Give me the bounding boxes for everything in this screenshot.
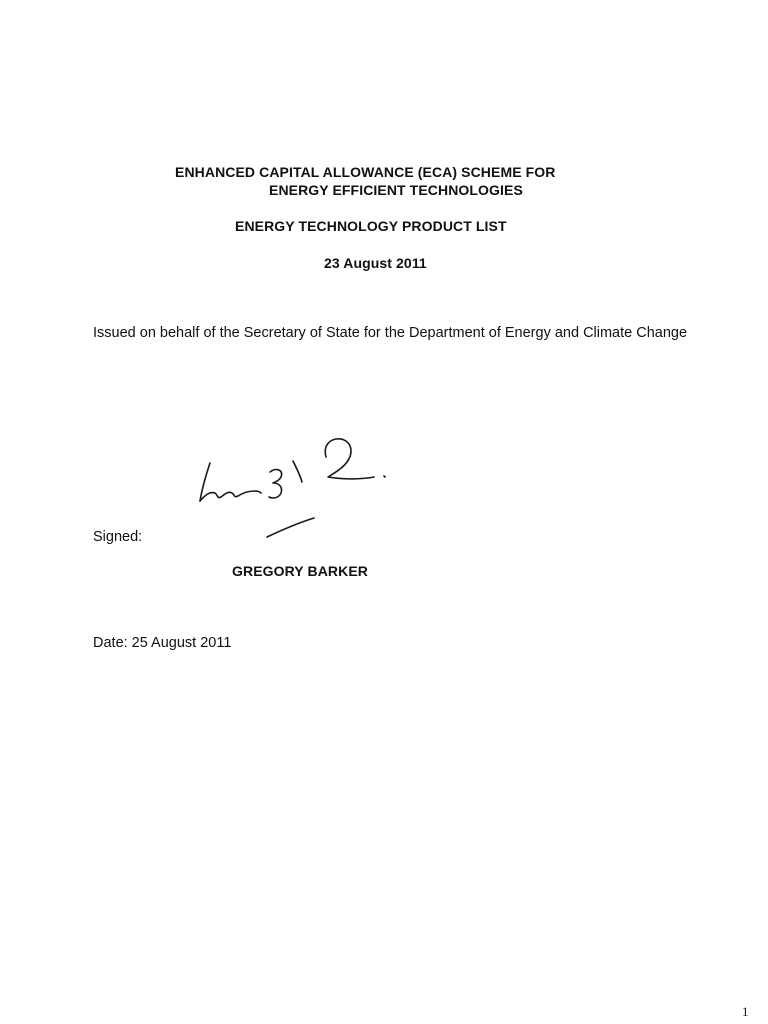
date-line: Date: 25 August 2011 xyxy=(93,635,232,651)
signed-label: Signed: xyxy=(93,529,143,545)
page-number: 1 xyxy=(742,1004,749,1019)
title-line-1: ENHANCED CAPITAL ALLOWANCE (ECA) SCHEME FOR xyxy=(175,164,556,180)
issued-statement: Issued on behalf of the Secretary of State for the Department of Energy and Climate Change xyxy=(93,325,688,341)
signer-name: GREGORY BARKER xyxy=(232,563,368,579)
product-list-date: 23 August 2011 xyxy=(324,255,427,271)
handwritten-signature xyxy=(188,425,398,545)
title-line-2: ENERGY EFFICIENT TECHNOLOGIES xyxy=(269,182,523,198)
product-list-title: ENERGY TECHNOLOGY PRODUCT LIST xyxy=(235,218,507,234)
